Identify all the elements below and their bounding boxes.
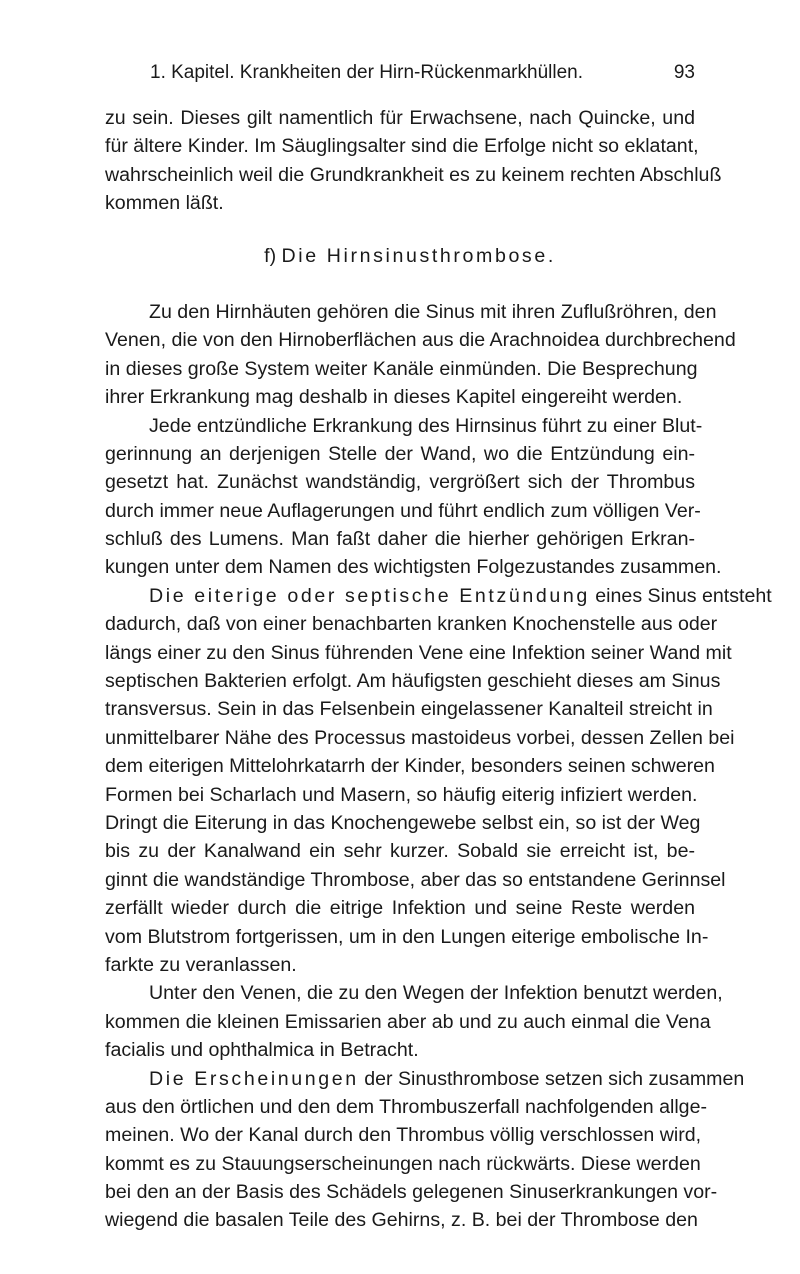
text-line: facialis und ophthalmica in Betracht. — [105, 1039, 419, 1062]
text-line: unmittelbarer Nähe des Processus mastoideus vorbei, dessen Zellen bei — [105, 726, 735, 749]
text-line: wiegend die basalen Teile des Gehirns, z. B. bei der Thrombose den — [105, 1209, 698, 1232]
text-run: eines Sinus entsteht — [589, 584, 772, 607]
text-line: kommt es zu Stauungserscheinungen nach rückwärts. Diese werden — [105, 1152, 701, 1175]
text-line: ihrer Erkrankung mag deshalb in dieses Kapitel eingereiht werden. — [105, 386, 683, 409]
text-line: kommen die kleinen Emissarien aber ab und zu auch einmal die Vena — [105, 1010, 711, 1033]
text-line: gesetzt hat. Zunächst wandständig, vergrößert sich der Thrombus — [105, 471, 695, 494]
text-line — [105, 1065, 745, 1093]
text-line: dem eiterigen Mittelohrkatarrh der Kinder, besonders seinen schweren — [105, 755, 715, 778]
text-line: aus den örtlichen und den dem Thrombuszerfall nachfolgenden allge- — [105, 1095, 707, 1118]
text-line: ginnt die wandständige Thrombose, aber das so entstandene Gerinnsel — [105, 868, 726, 891]
text-line: transversus. Sein in das Felsenbein eingelassener Kanalteil streicht in — [105, 698, 713, 721]
emphasized-term: Die Erscheinungen — [149, 1067, 359, 1090]
text-line: bis zu der Kanalwand ein sehr kurzer. Sobald sie erreicht ist, be- — [105, 840, 695, 863]
text-line: Venen, die von den Hirnoberflächen aus die Arachnoidea durchbrechend — [105, 329, 736, 352]
text-line: durch immer neue Auflagerungen und führt endlich zum völligen Ver- — [105, 499, 701, 522]
text-line: in dieses große System weiter Kanäle einmünden. Die Besprechung — [105, 357, 698, 380]
section-title: Die Hirnsinusthrombose. — [281, 244, 556, 267]
text-line: für ältere Kinder. Im Säuglingsalter sind die Erfolge nicht so eklatant, — [105, 135, 699, 158]
text-line: septischen Bakterien erfolgt. Am häufigsten geschieht dieses am Sinus — [105, 670, 721, 693]
chapter-title: 1. Kapitel. Krankheiten der Hirn-Rückenmarkhüllen. — [150, 62, 583, 83]
text-line: farkte zu veranlassen. — [105, 953, 297, 976]
body-text — [105, 104, 772, 1235]
text-line: Jede entzündliche Erkrankung des Hirnsinus führt zu einer Blut- — [149, 414, 703, 437]
text-line: vom Blutstrom fortgerissen, um in den Lungen eiterige embolische In- — [105, 925, 709, 948]
text-line: bei den an der Basis des Schädels gelegenen Sinuserkrankungen vor- — [105, 1181, 718, 1204]
text-line — [105, 582, 772, 610]
running-head — [150, 58, 695, 88]
text-line: Formen bei Scharlach und Masern, so häufig eiterig infiziert werden. — [105, 783, 698, 806]
text-line: Dringt die Eiterung in das Knochengewebe selbst ein, so ist der Weg — [105, 811, 701, 834]
section-marker: f) — [264, 244, 277, 267]
text-line: Zu den Hirnhäuten gehören die Sinus mit ihren Zuflußröhren, den — [149, 300, 717, 323]
text-line: schluß des Lumens. Man faßt daher die hierher gehörigen Erkran- — [105, 528, 695, 551]
text-line: dadurch, daß von einer benachbarten kranken Knochenstelle aus oder — [105, 613, 718, 636]
text-line: zu sein. Dieses gilt namentlich für Erwachsene, nach Quincke, und — [105, 107, 695, 129]
text-line: kungen unter dem Namen des wichtigsten Folgezustandes zusammen. — [105, 556, 722, 579]
text-line: wahrscheinlich weil die Grundkrankheit es zu keinem rechten Abschluß — [105, 163, 722, 186]
text-run: der Sinusthrombose setzen sich zusammen — [358, 1067, 745, 1090]
emphasized-term: Die eiterige oder septische Entzündung — [149, 584, 590, 607]
text-line: längs einer zu den Sinus führenden Vene eine Infektion seiner Wand mit — [105, 641, 732, 664]
text-line: kommen läßt. — [105, 192, 224, 215]
text-line: meinen. Wo der Kanal durch den Thrombus völlig verschlossen wird, — [105, 1124, 702, 1147]
page-number: 93 — [673, 62, 695, 83]
text-line: Unter den Venen, die zu den Wegen der Infektion benutzt werden, — [149, 982, 723, 1005]
text-line: gerinnung an derjenigen Stelle der Wand, wo die Entzündung ein- — [105, 442, 695, 465]
section-heading — [105, 242, 695, 270]
text-line: zerfällt wieder durch die eitrige Infektion und seine Reste werden — [105, 897, 695, 920]
